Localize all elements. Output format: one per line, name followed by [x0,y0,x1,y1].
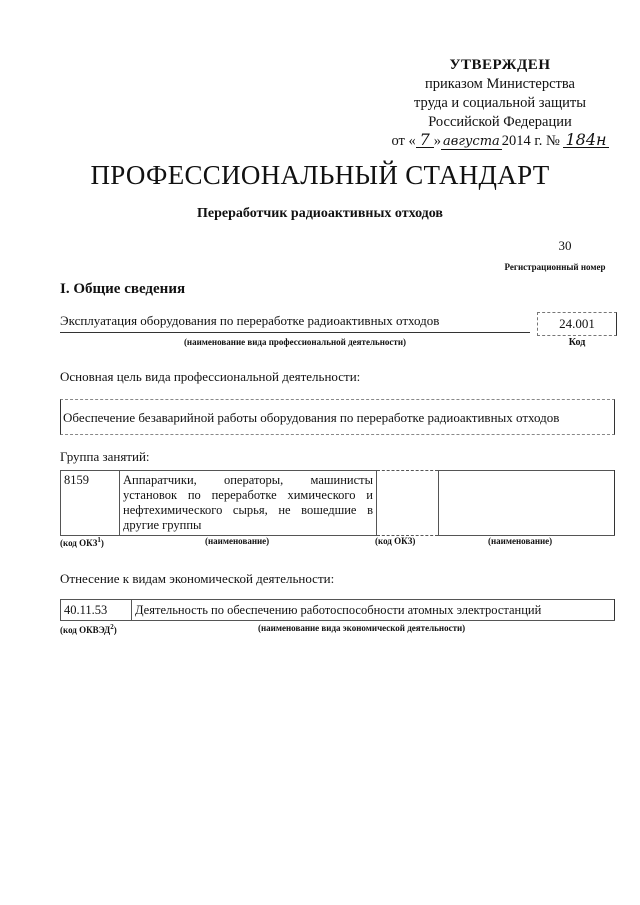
okved-name-caption: (наименование вида экономической деятельности) [258,623,466,633]
document-subtitle: Переработчик радиоактивных отходов [197,206,443,221]
goal-label: Основная цель вида профессиональной деятельности: [60,369,361,384]
goal-text: Обеспечение безаварийной работы оборудования по переработке радиоактивных отходов [63,410,560,425]
okz-code-caption: (код ОКЗ$^1$) [60,536,104,548]
approval-heading: УТВЕРЖДЕН [449,57,551,73]
okz-name2-cell [439,471,615,536]
activity-code-caption: Код [568,337,586,348]
approval-block [380,56,620,151]
handwritten-month: августа [443,134,500,149]
registration-number-caption: Регистрационный номер [504,262,606,272]
approval-line-3: Российской Федерации [428,114,572,130]
okved-name-cell: Деятельность по обеспечению работоспособности атомных электростанций [132,600,615,621]
approval-line-2: труда и социальной защиты [414,95,586,111]
okz-code2-caption: (код ОКЗ) [375,536,416,546]
okz-name-cell: Аппаратчики, операторы, машинисты установок по переработке химического и нефтехимического сырья, не вошедшие в другие группы [120,471,377,536]
okved-code-caption: (код ОКВЭД$^2$) [60,623,117,635]
handwritten-order-number: 184н [565,130,607,149]
okved-code-cell: 40.11.53 [61,600,132,621]
registration-number: 30 [558,238,572,253]
goal-box [60,399,615,435]
okz-code-cell: 8159 [61,471,120,536]
document-title: ПРОФЕССИОНАЛЬНЫЙ СТАНДАРТ [90,160,550,190]
activity-name: Эксплуатация оборудования по переработке радиоактивных отходов [60,313,530,333]
activity-code-box: 24.001 [537,312,617,336]
approval-line-1: приказом Министерства [425,76,575,92]
activity-caption: (наименование вида профессиональной деятельности) [183,337,407,347]
date-prefix: от « [391,133,416,149]
table-row [61,471,615,536]
okz-code2-cell [377,471,439,536]
date-mid: » [433,133,441,149]
date-year: 2014 г. № [501,133,560,149]
table-row [61,600,615,621]
okved-table [60,599,615,621]
section-heading: I. Общие сведения [60,281,186,297]
group-label: Группа занятий: [60,449,150,464]
econ-activity-label: Отнесение к видам экономической деятельности: [60,571,335,586]
approval-date-line [380,132,620,151]
okz-table [60,470,615,536]
okz-name2-caption: (наименование) [488,536,553,546]
okz-name-caption: (наименование) [205,536,270,546]
handwritten-day: 7 [416,132,434,148]
